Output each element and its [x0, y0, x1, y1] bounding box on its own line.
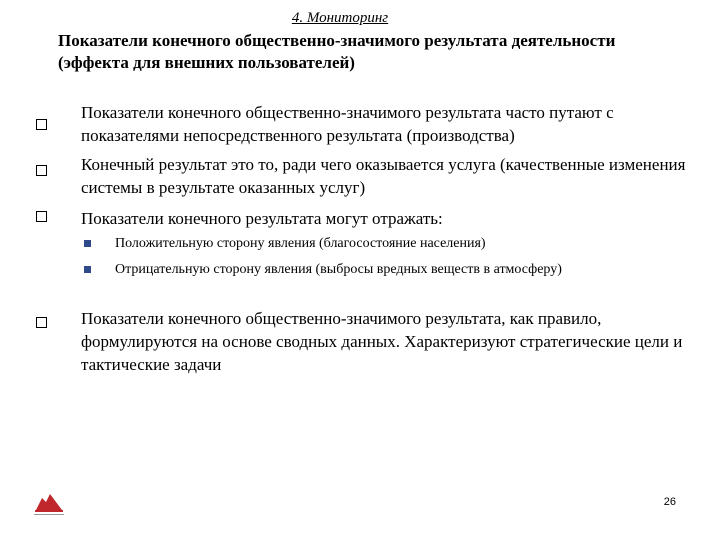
page-number: 26: [663, 496, 676, 508]
checkbox-bullet-icon: [36, 165, 47, 176]
section-tag: 4. Мониторинг: [291, 10, 389, 26]
list-item: Показатели конечного общественно-значимого результата часто путают с показателями непосредственного результата (производства): [81, 103, 614, 145]
list-item: Конечный результат это то, ради чего оказывается услуга (качественные изменения системы в результате оказанных услуг): [81, 155, 686, 197]
checkbox-bullet-icon: [36, 317, 47, 328]
square-bullet-icon: [84, 266, 91, 273]
sub-list-item: Отрицательную сторону явления (выбросы вредных веществ в атмосферу): [115, 262, 562, 277]
sub-list-item: Положительную сторону явления (благосостояние населения): [115, 236, 486, 251]
slide-title: Показатели конечного общественно-значимого результата деятельности (эффекта для внешних пользователей): [58, 31, 616, 72]
checkbox-bullet-icon: [36, 119, 47, 130]
checkbox-bullet-icon: [36, 211, 47, 222]
list-item: Показатели конечного результата могут отражать:: [81, 209, 443, 228]
list-item: Показатели конечного общественно-значимого результата, как правило, формулируются на основе сводных данных. Характеризуют стратегические цели и тактические задачи: [81, 309, 683, 374]
square-bullet-icon: [84, 240, 91, 247]
organization-logo-icon: [32, 488, 66, 518]
